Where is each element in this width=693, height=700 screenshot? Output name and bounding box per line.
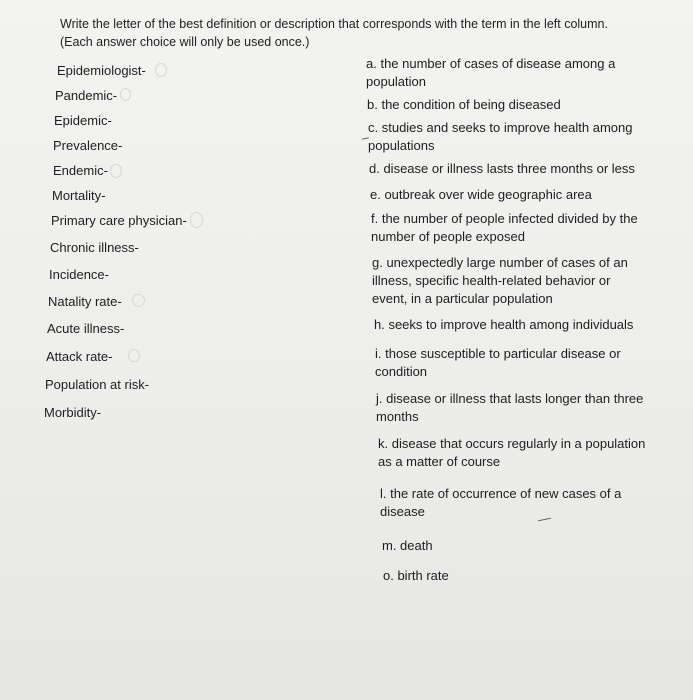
answer-line: number of people exposed <box>371 229 525 244</box>
answer-line: b. the condition of being diseased <box>367 97 561 112</box>
pencil-mark <box>128 349 140 362</box>
term-epidemic: Epidemic- <box>54 113 112 128</box>
answer-choice-k <box>378 435 645 471</box>
pencil-mark <box>132 294 145 307</box>
term-attack-rate: Attack rate- <box>46 349 113 364</box>
answer-choice-h <box>374 316 633 334</box>
answer-line: i. those susceptible to particular disease or <box>375 346 621 361</box>
term-primary-care-physician: Primary care physician- <box>51 213 187 228</box>
answer-line: g. unexpectedly large number of cases of an <box>372 255 628 270</box>
answer-line: condition <box>375 364 428 379</box>
answer-line: a. the number of cases of disease among a <box>366 56 616 71</box>
instructions <box>60 15 650 51</box>
pencil-mark <box>190 212 203 228</box>
instructions-line: Write the letter of the best definition or description that corresponds with the term in the left column. <box>60 17 608 31</box>
term-population-at-risk: Population at risk- <box>45 377 150 392</box>
term-epidemiologist: Epidemiologist- <box>57 63 146 78</box>
answer-choice-e <box>370 186 592 204</box>
answer-choice-f <box>371 210 638 246</box>
term-endemic: Endemic- <box>53 163 108 178</box>
term-acute-illness: Acute illness- <box>47 321 125 336</box>
answer-choice-o <box>383 567 449 585</box>
answer-line: k. disease that occurs regularly in a population <box>378 436 646 451</box>
pencil-mark <box>155 63 167 77</box>
term-mortality: Mortality- <box>52 188 106 203</box>
answer-line: months <box>376 409 419 424</box>
answer-choice-m <box>382 537 433 555</box>
term-pandemic: Pandemic- <box>55 88 118 103</box>
answer-choice-i <box>375 345 621 381</box>
answer-line: event, in a particular population <box>372 291 553 306</box>
answer-choice-l <box>380 485 621 521</box>
answer-line: as a matter of course <box>378 454 501 469</box>
answer-choice-g <box>372 254 628 308</box>
pencil-mark <box>120 88 131 101</box>
term-incidence: Incidence- <box>49 267 109 282</box>
answer-line: illness, specific health-related behavior or <box>372 273 611 288</box>
answer-line: j. disease or illness that lasts longer than three <box>376 391 644 406</box>
answer-choice-a <box>366 55 615 91</box>
term-chronic-illness: Chronic illness- <box>50 240 139 255</box>
pencil-mark <box>110 164 122 178</box>
answer-choice-d <box>369 160 635 178</box>
answer-choice-c <box>368 119 632 155</box>
answer-line: c. studies and seeks to improve health among <box>368 120 633 135</box>
answer-line: population <box>366 74 426 89</box>
answer-line: l. the rate of occurrence of new cases of a <box>380 486 622 501</box>
answer-line: d. disease or illness lasts three months or less <box>369 161 635 176</box>
instructions-note: (Each answer choice will only be used once.) <box>60 35 310 49</box>
answer-choice-b <box>367 96 561 114</box>
answer-line: populations <box>368 138 435 153</box>
answer-choice-j <box>376 390 643 426</box>
answer-line: h. seeks to improve health among individuals <box>374 317 634 332</box>
answer-line: m. death <box>382 538 433 553</box>
answer-line: disease <box>380 504 425 519</box>
term-morbidity: Morbidity- <box>44 405 102 420</box>
term-natality-rate: Natality rate- <box>48 294 122 309</box>
answer-line: e. outbreak over wide geographic area <box>370 187 592 202</box>
answer-line: f. the number of people infected divided by the <box>371 211 638 226</box>
answer-line: o. birth rate <box>383 568 449 583</box>
term-prevalence: Prevalence- <box>53 138 123 153</box>
